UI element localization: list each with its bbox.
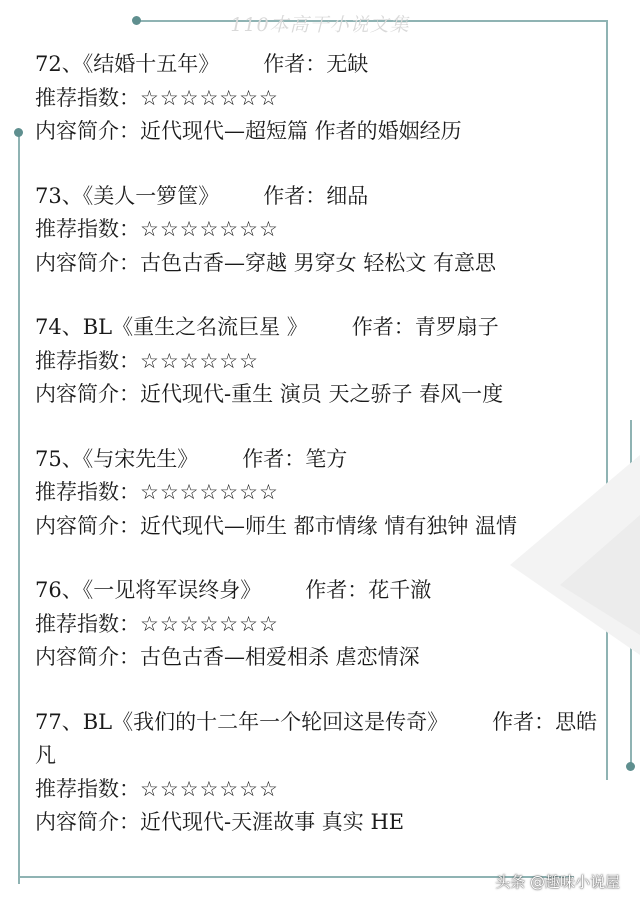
book-summary: 近代现代-重生 演员 天之骄子 春风一度 xyxy=(140,382,504,406)
book-summary: 近代现代-天涯故事 真实 HE xyxy=(140,810,405,834)
book-entry xyxy=(35,706,615,840)
book-author: 花千澈 xyxy=(368,578,432,602)
summary-line xyxy=(35,247,615,281)
summary-label: 内容简介： xyxy=(35,810,140,834)
author-label: 作者： xyxy=(492,709,556,734)
rating-label: 推荐指数： xyxy=(35,85,140,110)
rating-line xyxy=(35,608,615,642)
author-label: 作者： xyxy=(263,183,327,208)
summary-line xyxy=(35,806,615,840)
book-list xyxy=(35,48,615,871)
book-author: 细品 xyxy=(326,183,369,208)
frame-left-line xyxy=(18,132,20,884)
book-author: 思皓凡 xyxy=(35,709,598,767)
summary-label: 内容简介： xyxy=(35,382,140,406)
book-title-line xyxy=(35,443,615,477)
book-entry xyxy=(35,180,615,281)
book-title-line xyxy=(35,48,615,82)
author-label: 作者： xyxy=(305,578,369,602)
book-entry xyxy=(35,443,615,544)
book-author: 无缺 xyxy=(326,52,369,76)
rating-stars: ☆☆☆☆☆☆☆ xyxy=(140,85,279,110)
book-title: 74、BL《重生之名流巨星 》 xyxy=(35,315,308,339)
rating-stars: ☆☆☆☆☆☆☆ xyxy=(140,217,279,241)
rating-label: 推荐指数： xyxy=(35,776,140,801)
rating-label: 推荐指数： xyxy=(35,480,140,504)
book-title-line xyxy=(35,311,615,345)
book-title: 75、《与宋先生》 xyxy=(35,446,199,471)
rating-line xyxy=(35,345,615,379)
book-author: 青罗扇子 xyxy=(414,315,499,339)
summary-label: 内容简介： xyxy=(35,119,140,143)
frame-bottom-line xyxy=(18,876,574,878)
rating-stars: ☆☆☆☆☆☆☆ xyxy=(140,611,279,636)
book-title-line xyxy=(35,574,615,608)
frame-dot-left xyxy=(14,128,23,137)
book-title: 72、《结婚十五年》 xyxy=(35,52,220,76)
summary-line xyxy=(35,115,615,149)
book-title: 73、《美人一箩筐》 xyxy=(35,183,220,208)
book-title-line xyxy=(35,706,615,773)
book-entry xyxy=(35,48,615,149)
summary-label: 内容简介： xyxy=(35,645,140,669)
book-summary: 古色古香—相爱相杀 虐恋情深 xyxy=(140,645,420,669)
book-title-line xyxy=(35,180,615,214)
rating-label: 推荐指数： xyxy=(35,611,140,636)
rating-stars: ☆☆☆☆☆☆☆ xyxy=(140,776,279,801)
rating-label: 推荐指数： xyxy=(35,217,140,241)
book-summary: 近代现代—师生 都市情缘 情有独钟 温情 xyxy=(140,513,518,538)
book-author: 笔方 xyxy=(305,446,348,471)
summary-line xyxy=(35,510,615,544)
book-entry xyxy=(35,574,615,675)
header-title: 110本高干小说文集 xyxy=(230,14,410,36)
rating-stars: ☆☆☆☆☆☆☆ xyxy=(140,480,279,504)
rating-stars: ☆☆☆☆☆☆ xyxy=(140,348,259,373)
book-title: 77、BL《我们的十二年一个轮回这是传奇》 xyxy=(35,709,449,734)
author-label: 作者： xyxy=(242,446,306,471)
rating-line xyxy=(35,773,615,807)
rating-line xyxy=(35,82,615,116)
summary-label: 内容简介： xyxy=(35,250,140,275)
summary-line xyxy=(35,641,615,675)
summary-label: 内容简介： xyxy=(35,513,140,538)
author-label: 作者： xyxy=(263,52,327,76)
book-title: 76、《一见将军误终身》 xyxy=(35,578,262,602)
book-summary: 近代现代—超短篇 作者的婚姻经历 xyxy=(140,119,462,143)
author-label: 作者： xyxy=(351,315,415,339)
rating-line xyxy=(35,476,615,510)
rating-label: 推荐指数： xyxy=(35,348,140,373)
rating-line xyxy=(35,213,615,247)
frame-dot-right xyxy=(626,762,635,771)
book-summary: 古色古香—穿越 男穿女 轻松文 有意思 xyxy=(140,250,497,275)
summary-line xyxy=(35,378,615,412)
book-entry xyxy=(35,311,615,412)
watermark: 头条 @趣味小说屋 xyxy=(495,873,620,891)
